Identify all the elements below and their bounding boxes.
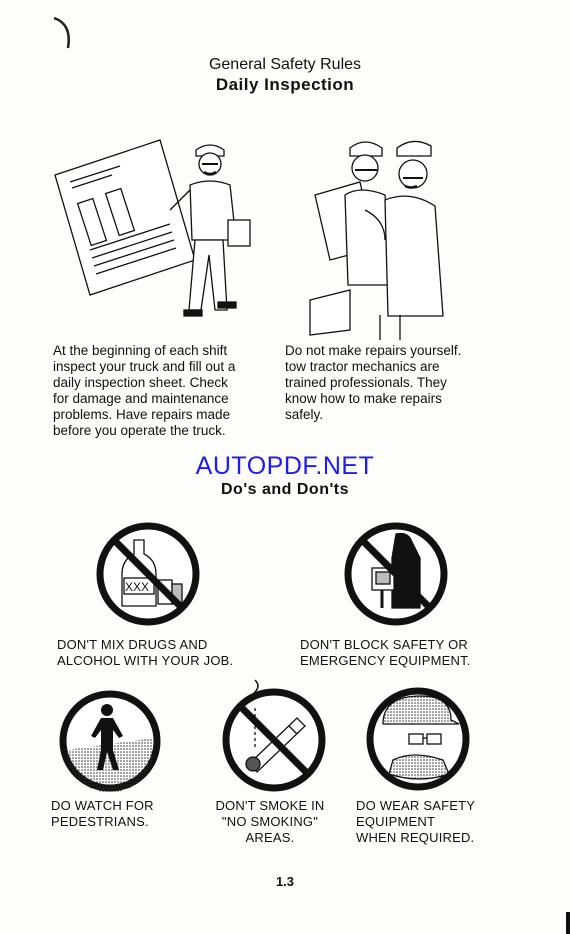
- pedestrian-icon: [57, 688, 163, 794]
- section-title: Do's and Don'ts: [221, 481, 349, 498]
- page-edge-mark: [566, 912, 570, 934]
- page-title: General Safety Rules: [208, 56, 362, 73]
- caption-no-smoking: DON'T SMOKE IN "NO SMOKING" AREAS.: [215, 798, 325, 845]
- inspection-right-text: Do not make repairs yourself. tow tractor mechanics are trained professionals. They know how to make repairs safely.: [285, 343, 462, 422]
- caption-no-drugs: DON'T MIX DRUGS AND ALCOHOL WITH YOUR JOB.: [57, 637, 234, 668]
- watermark: AUTOPDF.NET: [195, 452, 375, 480]
- inspection-left-text: At the beginning of each shift inspect your truck and fill out a daily inspection sheet. Check for damage and maintenance problems. Have repairs made before you operate the truck.: [53, 343, 236, 438]
- no-smoking-icon: [219, 680, 329, 794]
- binder-ring-mark: [48, 14, 78, 54]
- inspection-sheet-illustration: [50, 130, 260, 330]
- mechanics-illustration: [305, 130, 480, 340]
- safety-equipment-icon: [363, 684, 473, 794]
- page-subtitle: Daily Inspection: [215, 75, 355, 94]
- caption-pedestrians: DO WATCH FOR PEDESTRIANS.: [51, 798, 154, 829]
- caption-no-blocking: DON'T BLOCK SAFETY OR EMERGENCY EQUIPMENT.: [300, 637, 471, 668]
- svg-text:XXX: XXX: [125, 580, 150, 594]
- page-number: 1.3: [275, 874, 295, 889]
- no-blocking-equipment-icon: [342, 520, 450, 628]
- caption-safety-equipment: DO WEAR SAFETY EQUIPMENT WHEN REQUIRED.: [356, 798, 476, 845]
- no-drugs-alcohol-icon: [94, 520, 202, 628]
